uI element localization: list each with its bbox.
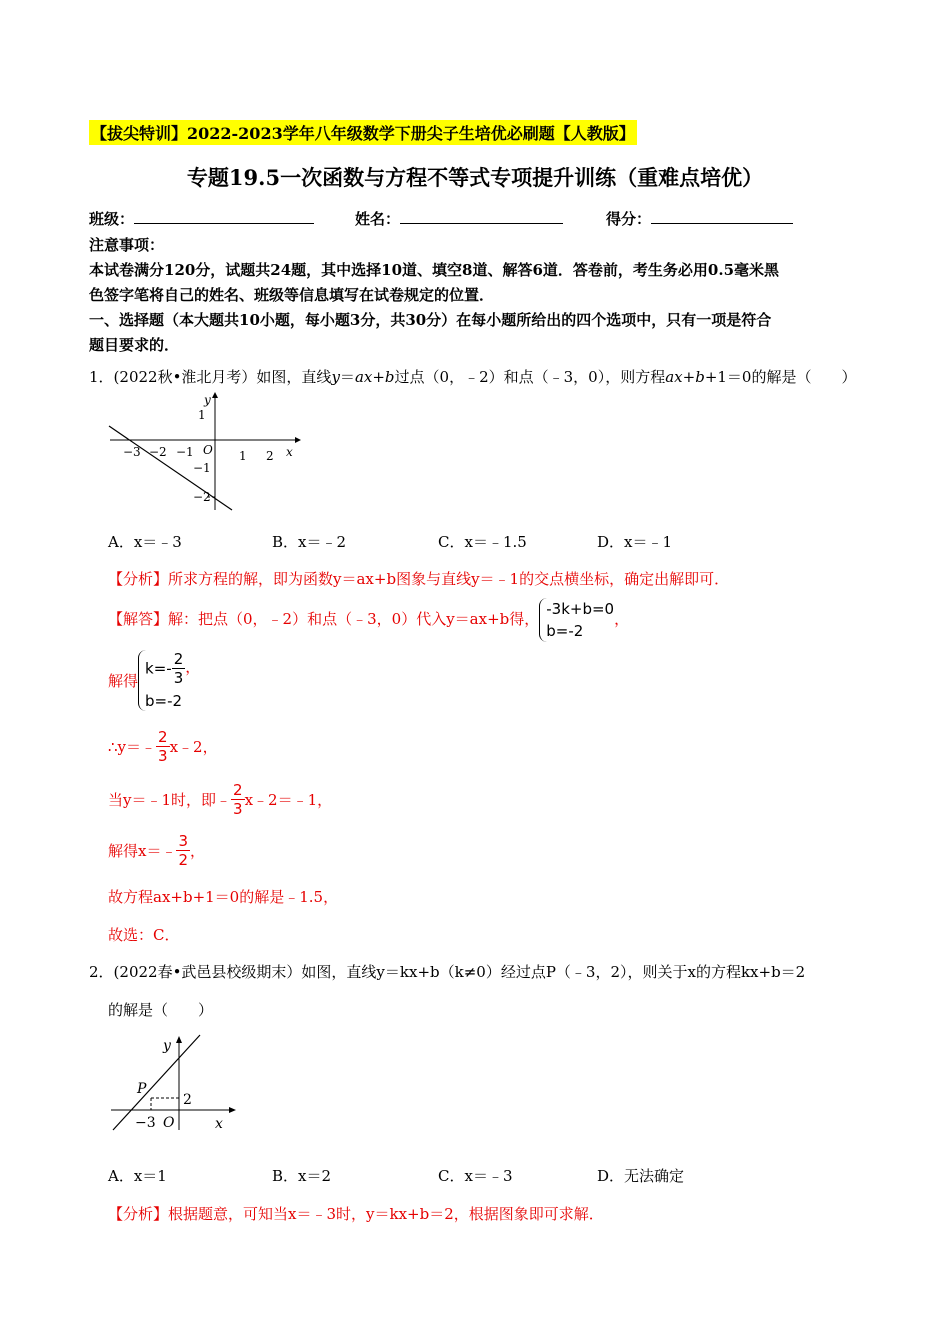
q1-line-5: 解得x＝﹣ $\frac{3}{2}$ ， xyxy=(108,832,206,869)
q2-source: (2022春•武邑县校级期末） xyxy=(113,963,302,981)
q2-option-a[interactable]: A．x＝1 xyxy=(108,1167,167,1185)
header-banner: 【拔尖特训】2022-2023学年八年级数学下册尖子生培优必刷题【人教版】 xyxy=(89,120,637,145)
q2-stem-line-1 xyxy=(89,961,805,982)
q1-answer-intro-text: 解：把点（0，﹣2）和点（﹣3，0）代入y＝ax+b得， xyxy=(168,610,540,628)
score-field xyxy=(606,207,793,229)
q1-tick-y-neg1: −1 xyxy=(193,461,211,475)
q2-option-c[interactable]: C．x＝﹣3 xyxy=(438,1167,513,1185)
q1-graph xyxy=(105,390,305,515)
q2-y-value: 2 xyxy=(183,1092,192,1108)
score-label: 得分： xyxy=(606,210,652,228)
q2-text-a: 如图，直线y＝kx+b（k≠0）经过点P（﹣3，2），则关于x的方程kx+b＝2 xyxy=(301,963,806,981)
q2-y-arrow-icon xyxy=(176,1036,182,1043)
q1-y-arrow-icon xyxy=(212,392,218,398)
q2-x-label: x xyxy=(215,1116,223,1132)
q1-option-b[interactable]: B．x＝﹣2 xyxy=(272,533,347,551)
q1-eq2-plus: + xyxy=(682,368,696,386)
q2-stem-line-2: 的解是（ ） xyxy=(108,1001,214,1019)
q1-line-7: 故选：C． xyxy=(108,926,180,944)
q1-solve: 解得 k=- $\frac{2}{3}$ b=-2 ， xyxy=(108,650,201,710)
q1-eq-b: b xyxy=(384,368,395,386)
q2-option-d[interactable]: D．无法确定 xyxy=(597,1167,685,1185)
q1-system-2: k=- $\frac{2}{3}$ b=-2 xyxy=(138,650,185,711)
name-label: 姓名： xyxy=(355,210,401,228)
notes-heading: 注意事项： xyxy=(89,236,165,254)
page-title: 专题19.5一次函数与方程不等式专项提升训练（重难点培优） xyxy=(186,165,764,190)
q2-y-label: y xyxy=(163,1038,171,1054)
q1-tick-y-neg2: −2 xyxy=(193,490,211,504)
q1-eq2-ax: ax xyxy=(665,368,683,386)
q1-text-a: 如图，直线 xyxy=(256,368,332,386)
q1-solve-label: 解得 xyxy=(108,672,139,690)
q2-analysis-text: 根据题意，可知当x＝﹣3时，y＝kx+b＝2，根据图象即可求解． xyxy=(168,1205,604,1223)
q2-x-arrow-icon xyxy=(229,1107,236,1113)
q1-tick-x-neg2: −2 xyxy=(149,445,167,459)
q2-origin: O xyxy=(163,1115,175,1131)
q1-answer-intro: 【解答】解：把点（0，﹣2）和点（﹣3，0）代入y＝ax+b得， -3k+b=0 b=-2 ， xyxy=(108,600,630,640)
q1-eq2-b: b xyxy=(695,368,705,386)
q1-option-c[interactable]: C．x＝﹣1.5 xyxy=(438,533,527,551)
q1-x-label: x xyxy=(286,445,293,459)
q1-line-3: ∴y＝﹣ $\frac{2}{3}$ x﹣2， xyxy=(108,728,218,765)
q1-analysis-text: 所求方程的解，即为函数y＝ax+b图象与直线y＝﹣1的交点横坐标，确定出解即可． xyxy=(168,570,730,588)
q1-eq-ax: ax xyxy=(354,368,373,386)
q1-analysis xyxy=(108,568,729,589)
q2-number: 2． xyxy=(89,963,114,981)
class-field xyxy=(89,207,314,229)
q1-line-4: 当y＝﹣1时，即﹣ $\frac{2}{3}$ x﹣2＝﹣1， xyxy=(108,781,333,818)
q1-tick-y-1: 1 xyxy=(198,408,206,422)
q1-x-arrow-icon xyxy=(295,437,301,443)
q1-source: (2022秋•淮北月考） xyxy=(113,368,257,386)
q1-stem xyxy=(89,366,856,387)
q1-eq-plus: + xyxy=(372,368,385,386)
q1-y-label: y xyxy=(204,393,211,407)
q1-option-a[interactable]: A．x＝﹣3 xyxy=(108,533,182,551)
q1-system-1: -3k+b=0 b=-2 xyxy=(539,598,614,642)
notes-line-1: 本试卷满分120分，试题共24题，其中选择10道、填空8道、解答6道．答卷前，考生务必用0.5毫米黑 xyxy=(89,261,780,279)
q2-graph xyxy=(105,1030,245,1135)
q1-number: 1． xyxy=(89,368,114,386)
q2-point-label: P xyxy=(137,1081,147,1097)
notes-line-2: 色签字笔将自己的姓名、班级等信息填写在试卷规定的位置． xyxy=(89,286,495,304)
q1-option-d[interactable]: D．x＝﹣1 xyxy=(597,533,673,551)
q1-text-c: +1＝0的解是（ ） xyxy=(704,368,857,386)
q1-origin: O xyxy=(203,443,213,457)
class-blank[interactable] xyxy=(134,207,314,224)
name-blank[interactable] xyxy=(400,207,563,224)
q2-option-b[interactable]: B．x＝2 xyxy=(272,1167,332,1185)
q1-line-6: 故方程ax+b+1＝0的解是﹣1.5， xyxy=(108,888,339,906)
q1-text-b: 过点（0，﹣2）和点（﹣3，0），则方程 xyxy=(394,368,666,386)
q1-answer-tag: 【解答】 xyxy=(108,610,169,628)
q2-x-value: −3 xyxy=(135,1115,156,1131)
q2-analysis-tag: 【分析】 xyxy=(108,1205,169,1223)
q1-eq-y: y xyxy=(331,368,340,386)
q1-tick-x-neg1: −1 xyxy=(176,445,194,459)
q2-line xyxy=(113,1035,200,1130)
q1-eq-eq: ＝ xyxy=(339,368,355,386)
class-label: 班级： xyxy=(89,210,135,228)
q2-analysis xyxy=(108,1203,604,1224)
section-heading-line-2: 题目要求的． xyxy=(89,336,180,354)
q1-tick-x-1: 1 xyxy=(239,449,247,463)
q1-tick-x-2: 2 xyxy=(266,449,274,463)
name-field xyxy=(355,207,563,229)
q1-analysis-tag: 【分析】 xyxy=(108,570,169,588)
q1-tick-x-neg3: −3 xyxy=(123,445,141,459)
score-blank[interactable] xyxy=(651,207,793,224)
section-heading-line-1: 一、选择题（本大题共10小题，每小题3分，共30分）在每小题所给出的四个选项中，只有一项是符合 xyxy=(89,311,772,329)
